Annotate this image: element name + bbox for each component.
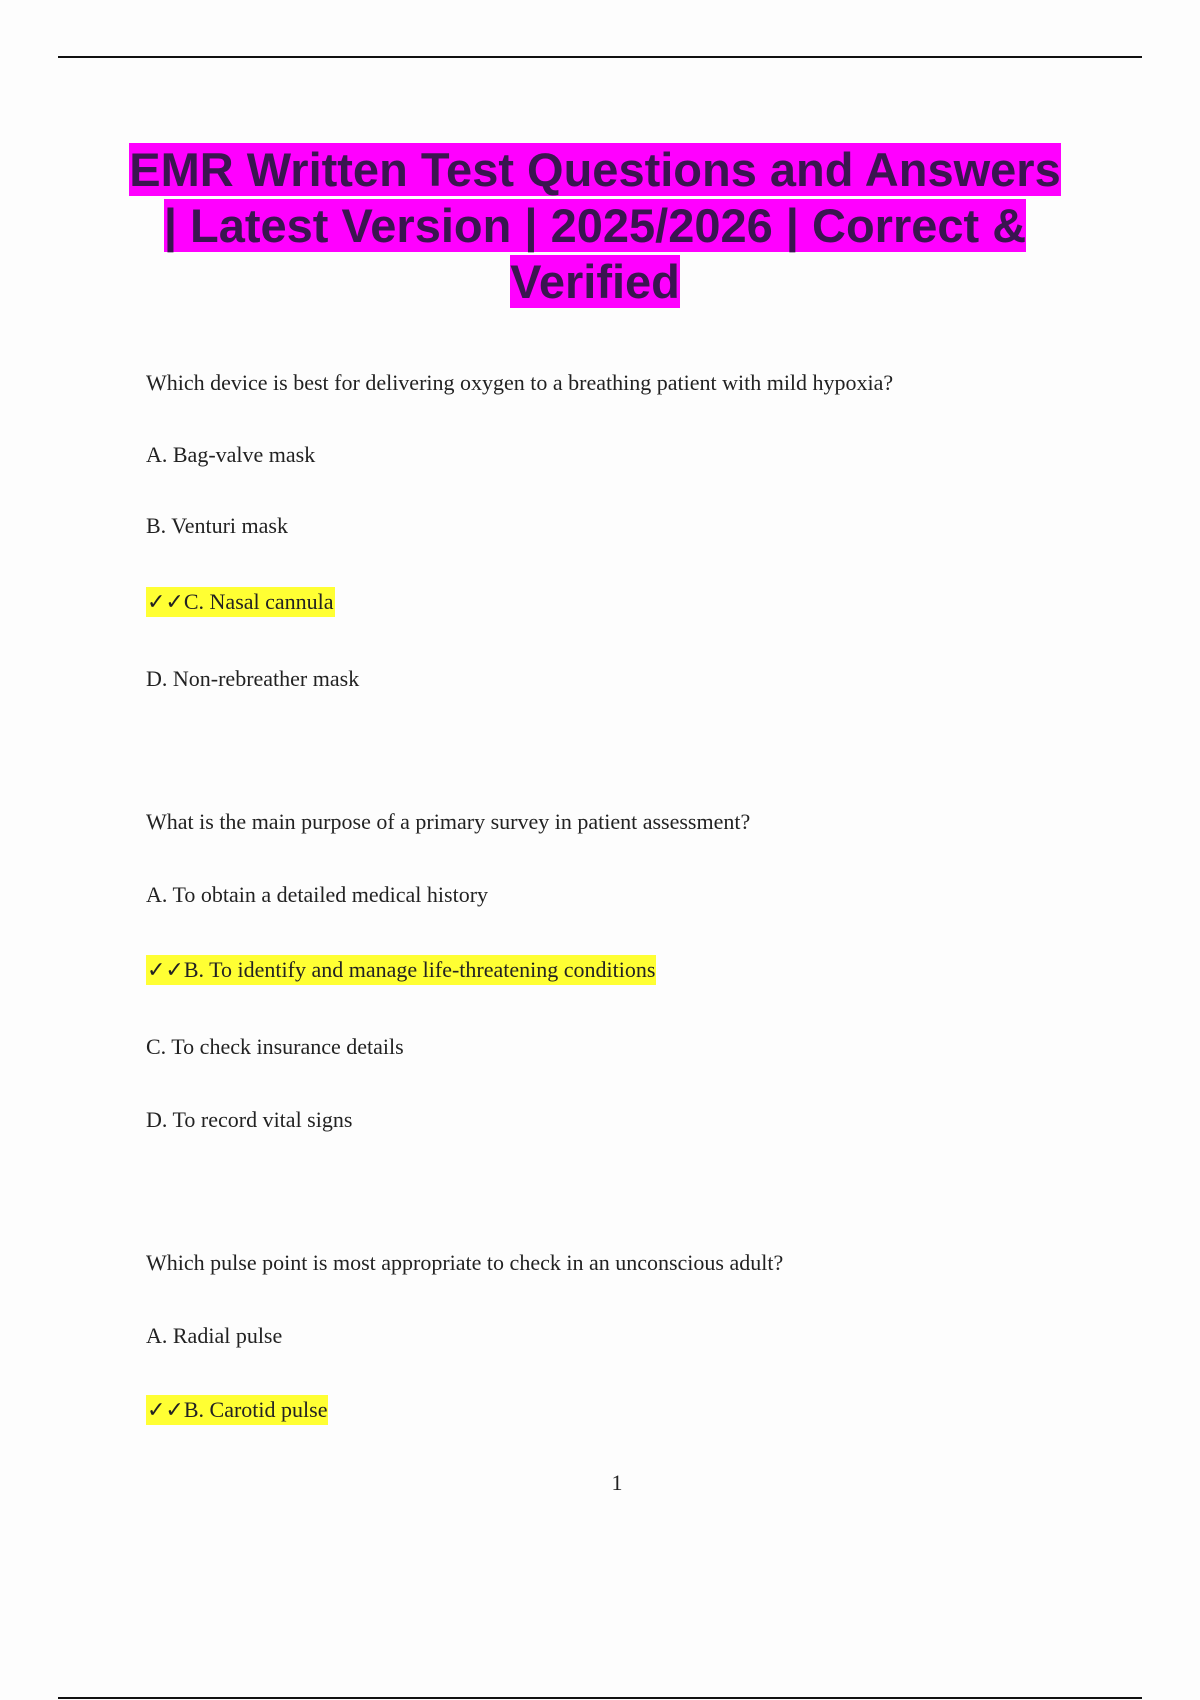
question-1-text: Which device is best for delivering oxygen to a breathing patient with mild hypoxia? [146, 370, 894, 395]
document-title [120, 142, 1070, 310]
question-3-text: Which pulse point is most appropriate to check in an unconscious adult? [146, 1250, 784, 1275]
footer-rule [58, 1697, 1142, 1699]
question-2-text: What is the main purpose of a primary survey in patient assessment? [146, 809, 751, 834]
question-1-option-a: A. Bag-valve mask [146, 442, 316, 467]
question-2-option-b-correct [146, 955, 656, 985]
page-number: 1 [611, 1470, 623, 1495]
question-3-option-b-correct [146, 1395, 328, 1425]
title-highlight: EMR Written Test Questions and Answers | Latest Version | 2025/2026 | Correct & Verified [129, 143, 1061, 308]
question-2-option-d: D. To record vital signs [146, 1107, 353, 1132]
correct-answer-highlight: ✓✓C. Nasal cannula [146, 587, 335, 617]
question-1-option-c-correct [146, 587, 335, 617]
question-1-option-d: D. Non-rebreather mask [146, 666, 360, 691]
correct-answer-highlight: ✓✓B. Carotid pulse [146, 1395, 328, 1425]
header-rule [58, 56, 1142, 58]
question-2-option-a: A. To obtain a detailed medical history [146, 882, 489, 907]
question-1-option-b: B. Venturi mask [146, 513, 288, 538]
correct-answer-highlight: ✓✓B. To identify and manage life-threatening conditions [146, 955, 656, 985]
question-3-option-a: A. Radial pulse [146, 1323, 283, 1348]
question-2-option-c: C. To check insurance details [146, 1034, 404, 1059]
